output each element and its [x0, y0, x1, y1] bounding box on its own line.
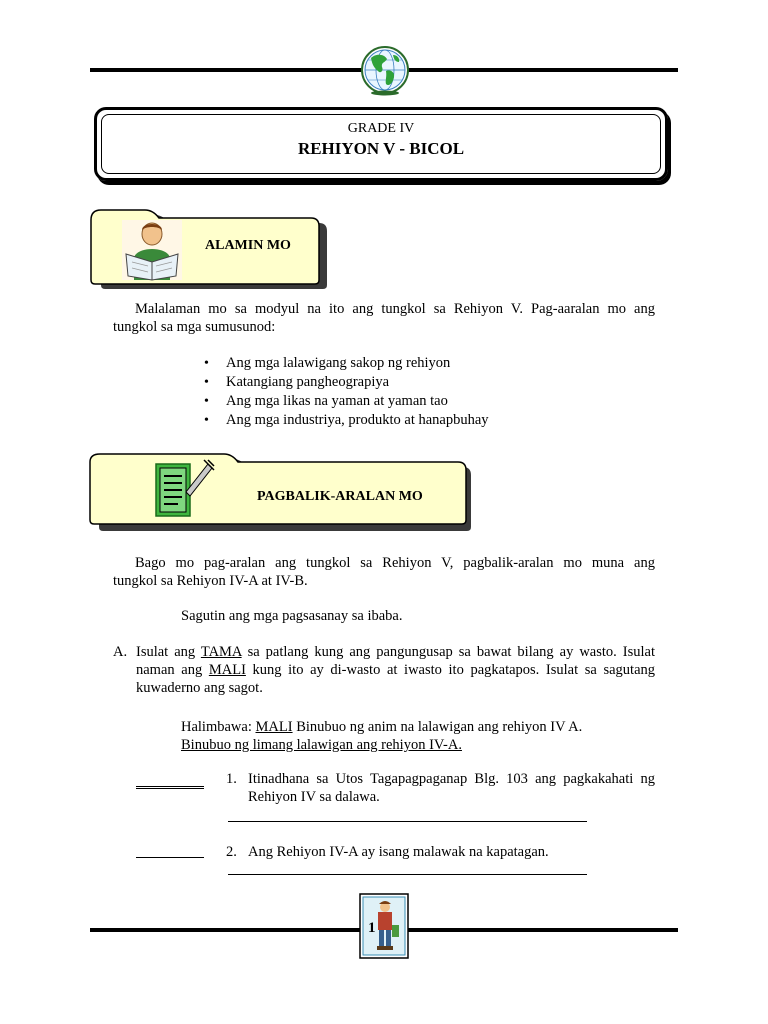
exercise-a-line3: kuwaderno ang sagot. — [136, 680, 263, 696]
example-line: Halimbawa: MALI Binubuo ng anim na lalawigan ang rehiyon IV A. — [181, 719, 583, 735]
pagbalik-intro-line2: tungkol sa Rehiyon IV-A at IV-B. — [113, 573, 308, 589]
pagbalik-tab-label: PAGBALIK-ARALAN MO — [257, 489, 423, 504]
pagbalik-intro — [113, 554, 655, 590]
globe-icon — [360, 44, 410, 96]
alamin-intro — [113, 300, 655, 336]
item-1-text — [248, 770, 655, 806]
correction-line-2[interactable] — [228, 874, 587, 875]
example-answer: MALI — [255, 719, 293, 735]
answer-blank-1-double — [136, 788, 204, 789]
list-item: • Katangiang pangheograpiya — [204, 373, 624, 392]
example-correction: Binubuo ng limang lalawigan ang rehiyon IV-A. — [181, 737, 462, 753]
list-item: • Ang mga industriya, produkto at hanapbuhay — [204, 411, 624, 430]
exercise-a-line1: Isulat ang TAMA sa patlang kung ang pangungusap sa bawat bilang ay wasto. Isulat — [136, 644, 655, 660]
item-number-1: 1. — [226, 771, 237, 787]
grade-label: GRADE IV — [347, 121, 415, 136]
alamin-intro-line1: Malalaman mo sa modyul na ito ang tungkol sa Rehiyon V. Pag-aaralan mo ang — [135, 301, 655, 317]
exercise-letter: A. — [113, 644, 128, 660]
alamin-topic-list — [204, 354, 624, 430]
list-item: • Ang mga lalawigang sakop ng rehiyon — [204, 354, 624, 373]
item-1-line1: Itinadhana sa Utos Tagapagpaganap Blg. 103 ang pagkakahati ng — [248, 771, 655, 787]
reading-person-icon — [120, 218, 184, 282]
exercise-a-line2: naman ang MALI kung ito ay di-wasto at iwasto ito pagkatapos. Isulat sa sagutang — [136, 662, 656, 678]
correction-line-1[interactable] — [228, 821, 587, 822]
answer-blank-2[interactable] — [136, 857, 204, 858]
list-item: • Ang mga likas na yaman at yaman tao — [204, 392, 624, 411]
pagbalik-intro-line1: Bago mo pag-aralan ang tungkol sa Rehiyon V, pagbalik-aralan mo muna ang — [135, 555, 655, 571]
mali-keyword: MALI — [208, 662, 246, 678]
page-number: 1 — [368, 920, 376, 936]
alamin-intro-line2: tungkol sa mga sumusunod: — [113, 319, 276, 335]
writing-list-icon — [152, 456, 218, 520]
answer-blank-1[interactable] — [136, 786, 204, 787]
alamin-tab-label: ALAMIN MO — [205, 238, 291, 253]
item-1-line2: Rehiyon IV sa dalawa. — [248, 789, 380, 805]
tama-keyword: TAMA — [200, 644, 242, 660]
item-number-2: 2. — [226, 844, 237, 860]
exercise-a-instructions — [136, 643, 655, 697]
region-title: REHIYON V - BICOL — [297, 139, 465, 158]
page-badge — [359, 893, 409, 959]
item-2-text: Ang Rehiyon IV-A ay isang malawak na kapatagan. — [248, 844, 549, 860]
pagbalik-instruction: Sagutin ang mga pagsasanay sa ibaba. — [181, 608, 403, 624]
example-block — [181, 718, 651, 754]
